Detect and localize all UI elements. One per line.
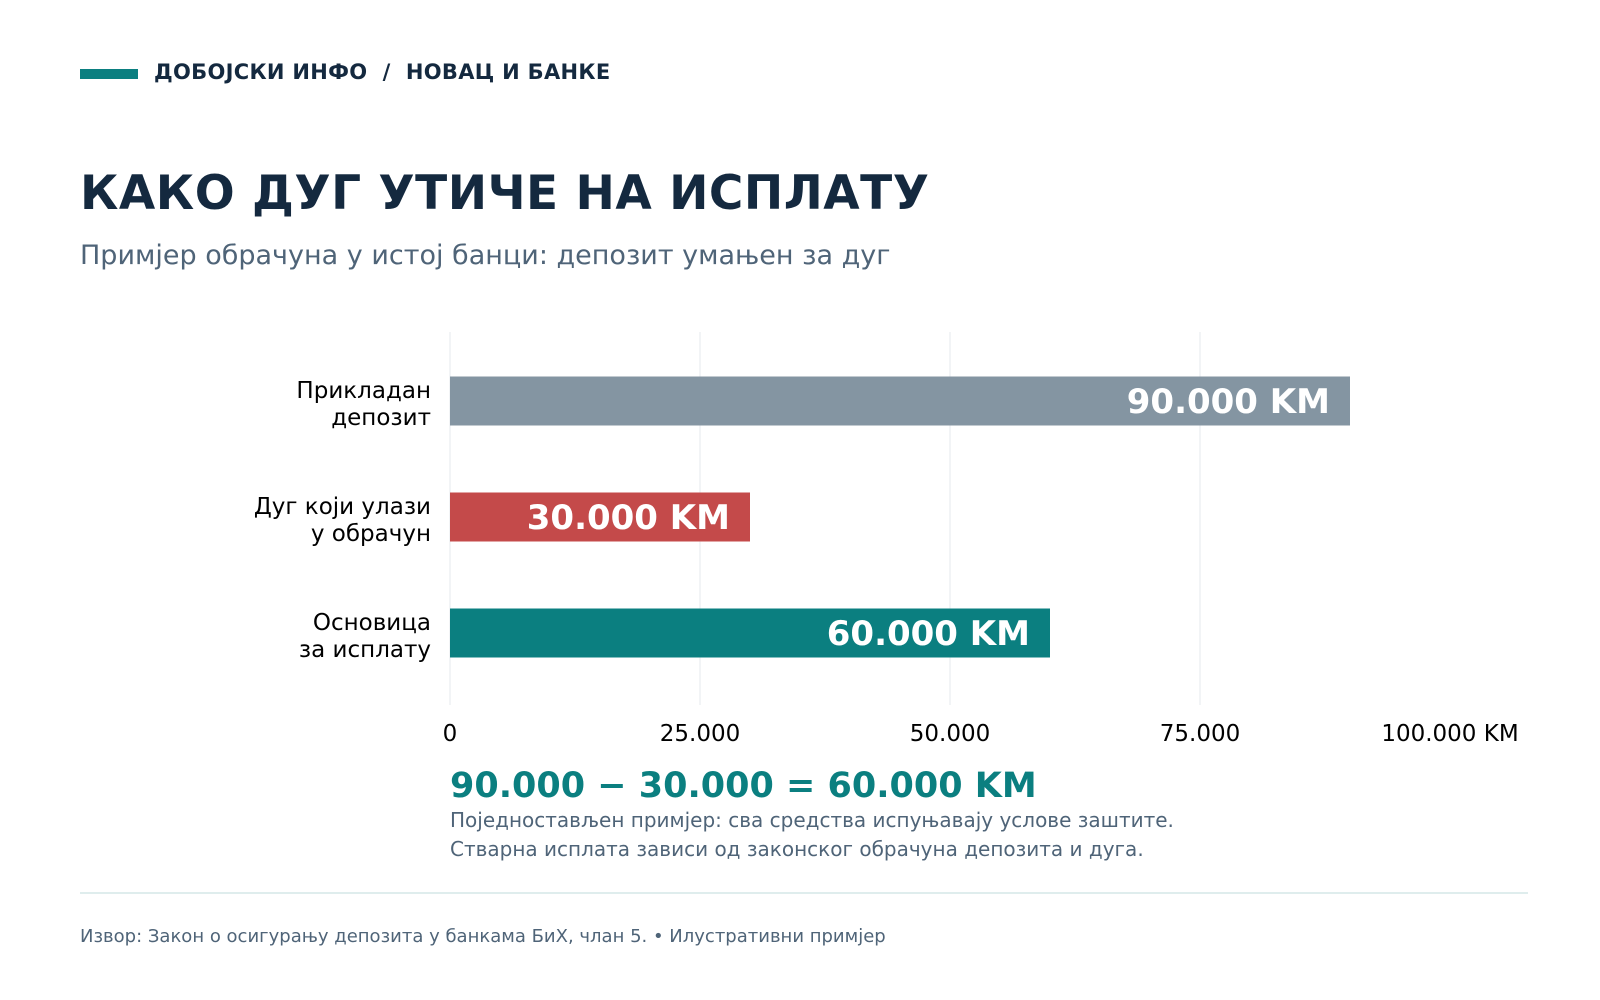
bar-value-label: 60.000 KM <box>826 614 1030 654</box>
note-line: Стварна исплата зависи од законског обрачуна депозита и дуга. <box>450 837 1144 861</box>
x-tick-label: 75.000 <box>1159 721 1241 747</box>
category-label: у обрачун <box>310 521 431 547</box>
category-label: Основица <box>312 610 431 636</box>
source-note: Извор: Закон о осигурању депозита у банкама БиХ, члан 5. • Илустративни примјер <box>80 926 886 947</box>
page-subtitle: Примјер обрачуна у истој банци: депозит умањен за дуг <box>80 240 891 271</box>
header-section: НОВАЦ И БАНКЕ <box>405 60 611 84</box>
x-tick-label: 100.000 KM <box>1381 721 1519 747</box>
category-label: Прикладан <box>296 378 431 404</box>
bar-value-label: 90.000 KM <box>1126 382 1330 422</box>
category-label: за исплату <box>298 637 431 663</box>
x-tick-label: 25.000 <box>659 721 741 747</box>
divider <box>80 892 1528 894</box>
header-separator: / <box>382 60 391 84</box>
page-title: КАКО ДУГ УТИЧЕ НА ИСПЛАТУ <box>80 166 930 221</box>
header-brand: ДОБОЈСКИ ИНФО <box>154 60 368 84</box>
bar-value-label: 30.000 KM <box>526 498 730 538</box>
x-tick-label: 50.000 <box>909 721 991 747</box>
x-tick-label: 0 <box>442 721 458 747</box>
note-line: Поједностављен примјер: сва средства испуњавају услове заштите. <box>450 808 1174 832</box>
formula: 90.000 − 30.000 = 60.000 KM <box>450 766 1037 806</box>
category-label: Дуг који улази <box>253 494 431 520</box>
note <box>450 806 1174 864</box>
category-label: депозит <box>331 405 431 431</box>
